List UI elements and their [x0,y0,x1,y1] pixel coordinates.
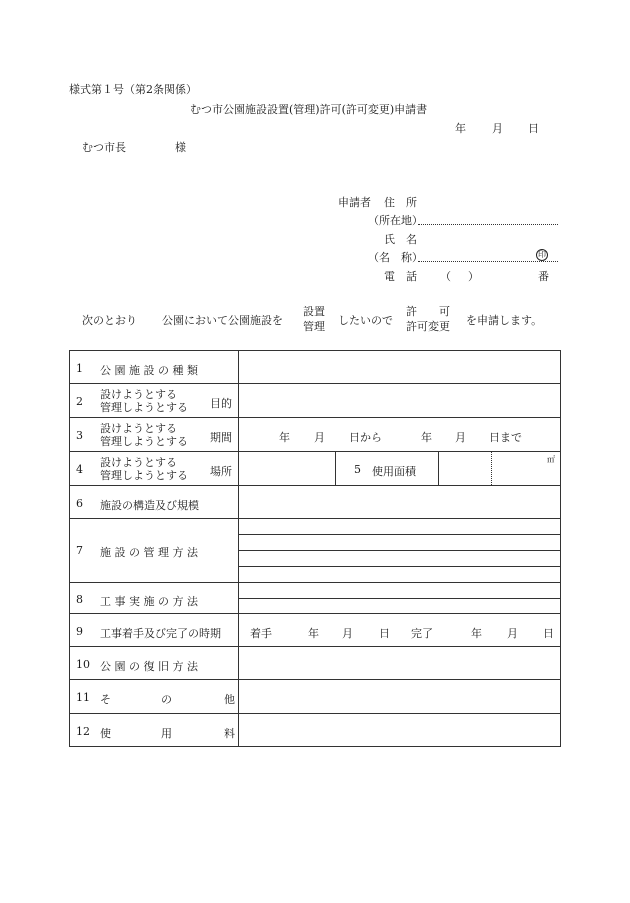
table-row [70,418,561,452]
area-label: 使用面積 [372,465,416,478]
statement-option-manage: 管理 [303,320,325,333]
period-month2: 月 [455,431,466,444]
start-label: 着手 [250,627,272,640]
location-area-cell [239,452,561,486]
row-label-line2: 管理しようとする [100,435,188,448]
name-label: 氏 名 [384,233,417,246]
row-label [70,452,239,486]
row-label-text: 公 園 の 復 旧 方 法 [100,660,198,673]
address-label: 住 所 [384,196,417,209]
table-row [70,452,561,486]
work-schedule-field[interactable] [239,614,561,647]
period-field[interactable] [239,418,561,452]
row-number: 12 [76,725,90,738]
row-label-char: 用 [161,727,172,740]
statement-option-permit-change: 許可変更 [406,320,450,333]
row-label-text: 工事着手及び完了の時期 [100,627,221,640]
row-number: 9 [76,625,83,638]
row-label-char: 他 [224,693,235,706]
row-label-text: 施 設 の 管 理 方 法 [100,546,198,559]
row-label-text: 工 事 実 施 の 方 法 [100,595,198,608]
row-label-line1: 設けようとする [100,456,177,469]
application-table [69,350,561,747]
area-field[interactable] [439,452,492,485]
seal-mark: 印 [538,250,546,259]
row-label [70,647,239,680]
period-year2: 年 [421,431,432,444]
row-label [70,486,239,519]
row-number: 11 [76,691,90,704]
table-row [70,647,561,680]
table-row [70,351,561,384]
restoration-method-field[interactable] [239,647,561,680]
date-month: 月 [492,122,503,135]
row-label-char: そ [100,693,111,706]
row-label-char: 使 [100,727,111,740]
period-month: 月 [314,431,325,444]
facility-type-field[interactable] [239,351,561,384]
address-alt-label: （所在地） [368,214,423,227]
statement-part1: 次のとおり [82,314,137,327]
statement-part4: を申請します。 [466,314,543,327]
construction-method-field[interactable] [239,583,561,614]
table-row [70,583,561,614]
row-number: 4 [76,463,83,476]
row-label [70,351,239,384]
table-row [70,714,561,747]
end-year: 年 [471,627,482,640]
name-alt-label: （名 称） [368,251,423,264]
management-method-field[interactable] [239,519,561,583]
phone-label: 電 話 [384,270,417,283]
area-unit: ㎡ [547,455,555,464]
row-label-line2: 管理しようとする [100,401,188,414]
row-label [70,680,239,714]
table-row [70,680,561,714]
field-line [239,583,560,599]
period-until: 日まで [489,431,522,444]
name-field[interactable] [418,261,558,262]
start-year: 年 [308,627,319,640]
area-label-cell [336,452,439,485]
table-row [70,486,561,519]
row-number: 3 [76,429,83,442]
row-label [70,583,239,614]
row-label [70,614,239,647]
date-day: 日 [528,122,539,135]
statement-option-set: 設置 [303,305,325,318]
row-number: 6 [76,497,83,510]
row-number: 10 [76,658,90,671]
row-number: 2 [76,395,83,408]
start-month: 月 [342,627,353,640]
usage-fee-field[interactable] [239,714,561,747]
end-label: 完了 [411,627,433,640]
date-year: 年 [455,122,466,135]
row-label [70,384,239,418]
statement-part3: したいので [338,314,393,327]
row-label-line1: 設けようとする [100,388,177,401]
row-label [70,714,239,747]
row-number: 7 [76,544,83,557]
row-label-tail: 場所 [210,465,232,478]
row-label-text: 公 園 施 設 の 種 類 [100,364,198,377]
row-label-line2: 管理しようとする [100,469,188,482]
field-line [239,599,560,613]
purpose-field[interactable] [239,384,561,418]
applicant-label: 申請者 [338,196,371,209]
table-row [70,519,561,583]
phone-open-paren: （ [440,270,451,283]
start-day: 日 [379,627,390,640]
address-field[interactable] [418,224,558,225]
statement-option-permit: 許 可 [406,305,450,318]
end-month: 月 [507,627,518,640]
period-from: 日から [349,431,382,444]
row-label [70,418,239,452]
row-number: 8 [76,593,83,606]
field-line [239,551,560,567]
row-label-line1: 設けようとする [100,422,177,435]
other-field[interactable] [239,680,561,714]
period-year: 年 [279,431,290,444]
row-label-tail: 期間 [210,431,232,444]
statement-part2: 公園において公園施設を [162,314,283,327]
phone-close-paren: ） [468,270,479,283]
addressee: むつ市長 [82,141,126,154]
row-label [70,519,239,583]
row-label-char: の [161,693,172,706]
location-field[interactable] [239,452,336,485]
table-row [70,614,561,647]
addressee-sama: 様 [175,141,186,154]
table-row [70,384,561,418]
end-day: 日 [543,627,554,640]
form-number: 様式第１号（第2条関係） [69,83,197,96]
row-label-text: 施設の構造及び規模 [100,499,199,512]
row-label-char: 料 [224,727,235,740]
field-line [239,567,560,582]
field-line [239,535,560,551]
phone-suffix: 番 [538,270,549,283]
field-line [239,519,560,535]
structure-scale-field[interactable] [239,486,561,519]
form-title: むつ市公園施設設置(管理)許可(許可変更)申請書 [190,103,428,116]
area-number: 5 [354,463,361,476]
row-number: 1 [76,362,83,375]
row-label-tail: 目的 [210,397,232,410]
